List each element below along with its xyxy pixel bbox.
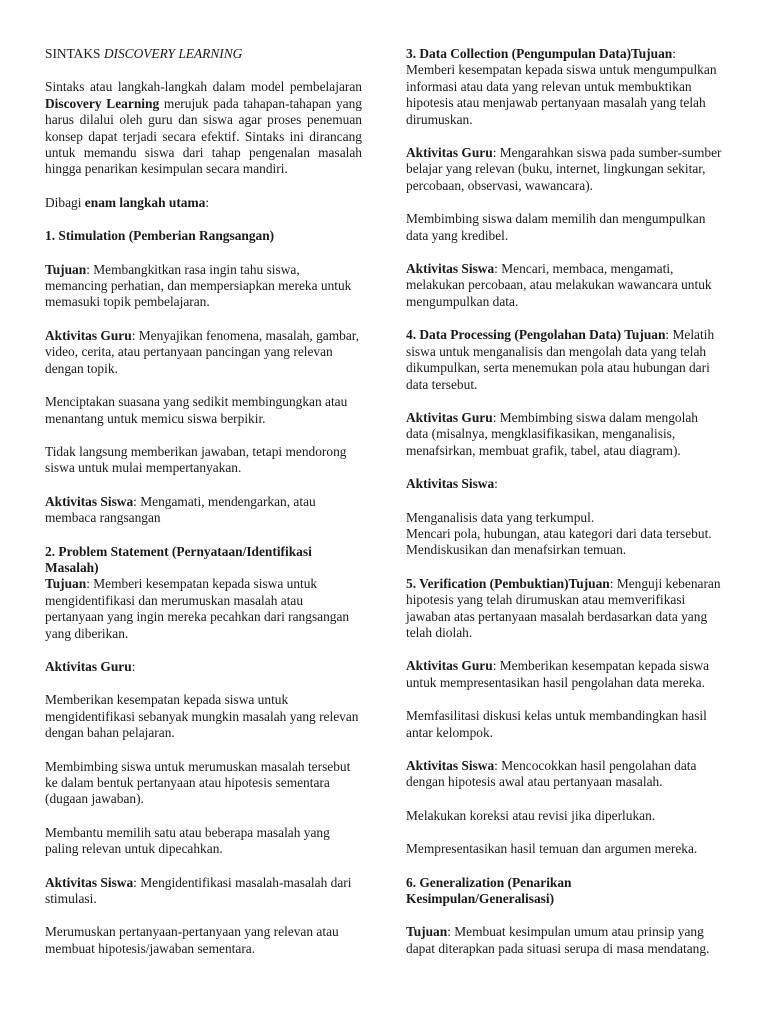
step2-paragraph-3: Membantu memilih satu atau beberapa masalah yang paling relevan untuk dipecahkan. <box>45 824 330 857</box>
step2-aktivitas-guru <box>45 659 362 675</box>
label-aktivitas-siswa: Aktivitas Siswa <box>406 476 495 492</box>
step2-tujuan <box>45 576 362 642</box>
step4-aktivitas-siswa <box>406 476 722 492</box>
step1-siswa-text: : Mengamati, mendengarkan, atau membaca rangsangan <box>45 493 316 526</box>
step2-paragraph-4: Merumuskan pertanyaan-pertanyaan yang relevan atau membuat hipotesis/jawaban sementara. <box>45 924 339 956</box>
step1-guru-text: : Menyajikan fenomena, masalah, gambar, video, cerita, atau pertanyaan pancingan yang relevan dengan topik. <box>45 327 360 376</box>
step4-list-item-2: Mencari pola, hubungan, atau kategori dari data tersebut. <box>406 525 712 541</box>
label-tujuan: Tujuan <box>45 261 87 277</box>
step4-list-item-1: Menganalisis data yang terkumpul. <box>406 509 595 525</box>
step3-siswa-text: : Mencari, membaca, mengamati, melakukan percobaan, atau melakukan wawancara untuk mengumpulkan data. <box>406 261 712 309</box>
document-title <box>45 46 362 62</box>
step3-heading-tujuan <box>406 46 722 128</box>
intro-paragraph <box>45 79 362 177</box>
divided-bold: enam langkah utama <box>84 194 206 210</box>
intro-text-post: merujuk pada tahapan-tahapan yang harus dilalui oleh guru dan siswa agar proses penemuan konsep dapat terjadi secara efektif. Sintaks ini dirancang untuk memandu siswa dari tahap pengenalan masalah hingga penarikan kesimpulan secara mandiri. <box>45 95 362 177</box>
step5-aktivitas-siswa <box>406 758 722 791</box>
divided-line <box>45 195 362 211</box>
divided-post: : <box>205 194 210 210</box>
right-column <box>406 46 722 974</box>
label-aktivitas-siswa: Aktivitas Siswa <box>406 758 495 773</box>
step1-paragraph-1: Menciptakan suasana yang sedikit membingungkan atau menantang untuk memicu siswa berpikir. <box>45 394 348 426</box>
label-aktivitas-guru: Aktivitas Guru <box>406 409 493 425</box>
step3-guru-text: : Mengarahkan siswa pada sumber-sumber belajar yang relevan (buku, internet, lingkungan sekitar, percobaan, observasi, wawancara). <box>406 145 722 193</box>
label-aktivitas-guru: Aktivitas Guru <box>45 327 132 343</box>
label-tujuan: Tujuan <box>45 576 87 592</box>
step2-tujuan-text: : Memberi kesempatan kepada siswa untuk mengidentifikasi dan merumuskan masalah atau pertanyaan yang ingin mereka pecahkan dari rangsangan yang diberikan. <box>45 576 350 641</box>
step1-tujuan-text: : Membangkitkan rasa ingin tahu siswa, memancing perhatian, dan mempersiapkan mereka untuk memasuki topik pembelajaran. <box>45 261 352 310</box>
step1-aktivitas-siswa <box>45 494 362 527</box>
step2-aktivitas-siswa <box>45 875 362 908</box>
step4-guru-text: : Membimbing siswa dalam mengolah data (misalnya, mengklasifikasikan, menganalisis, menafsirkan, membuat grafik, tabel, atau diagram). <box>406 409 698 458</box>
step5-heading-tujuan <box>406 576 722 642</box>
step4-aktivitas-guru <box>406 410 722 459</box>
step5-paragraph-1: Memfasilitasi diskusi kelas untuk membandingkan hasil antar kelompok. <box>406 708 707 740</box>
step5-siswa-text: : Mencocokkan hasil pengolahan data dengan hipotesis awal atau pertanyaan masalah. <box>406 758 697 790</box>
step4-list-item-3: Mendiskusikan dan menafsirkan temuan. <box>406 542 627 558</box>
step2-heading: 2. Problem Statement (Pernyataan/Identifikasi Masalah) <box>45 543 312 575</box>
step5-heading: 5. Verification (Pembuktian)Tujuan <box>406 575 610 591</box>
step5-guru-text: : Memberikan kesempatan kepada siswa untuk mempresentasikan hasil pengolahan data mereka. <box>406 658 710 690</box>
step4-heading-tujuan <box>406 327 722 393</box>
step4-siswa-text: : <box>494 476 498 492</box>
step4-heading: 4. Data Processing (Pengolahan Data) Tujuan <box>406 327 666 343</box>
step2-siswa-text: : Mengidentifikasi masalah-masalah dari stimulasi. <box>45 874 352 907</box>
step5-tujuan-text: : Menguji kebenaran hipotesis yang telah dirumuskan atau memverifikasi jawaban atas pertanyaan masalah berdasarkan data yang telah diolah. <box>406 575 721 640</box>
step2-paragraph-1: Memberikan kesempatan kepada siswa untuk mengidentifikasi sebanyak mungkin masalah yang relevan dengan bahan pelajaran. <box>45 692 359 741</box>
label-aktivitas-siswa: Aktivitas Siswa <box>45 493 134 509</box>
left-column <box>45 46 362 974</box>
step1-paragraph-2: Tidak langsung memberikan jawaban, tetapi mendorong siswa untuk mulai mempertanyakan. <box>45 443 347 476</box>
step6-tujuan-text: : Membuat kesimpulan umum atau prinsip yang dapat diterapkan pada situasi serupa di masa mendatang. <box>406 924 710 956</box>
step6-heading: 6. Generalization (Penarikan Kesimpulan/Generalisasi) <box>406 874 572 907</box>
step5-paragraph-3: Mempresentasikan hasil temuan dan argumen mereka. <box>406 841 698 857</box>
title-plain: SINTAKS <box>45 46 104 61</box>
step3-aktivitas-guru <box>406 145 722 194</box>
step2-paragraph-2: Membimbing siswa untuk merumuskan masalah tersebut ke dalam bentuk pertanyaan atau hipotesis sementara (dugaan jawaban). <box>45 758 351 807</box>
step2-guru-text: : <box>131 658 136 674</box>
step1-aktivitas-guru <box>45 328 362 377</box>
step3-heading: 3. Data Collection (Pengumpulan Data)Tujuan <box>406 46 673 61</box>
step6-tujuan <box>406 924 722 957</box>
divided-pre: Dibagi <box>45 194 85 210</box>
step5-aktivitas-guru <box>406 658 722 691</box>
step3-aktivitas-siswa <box>406 261 722 310</box>
intro-text-bold: Discovery Learning <box>45 95 160 111</box>
step5-paragraph-2: Melakukan koreksi atau revisi jika diperlukan. <box>406 807 656 823</box>
label-aktivitas-guru: Aktivitas Guru <box>406 145 493 161</box>
step3-tujuan-text: : Memberi kesempatan kepada siswa untuk mengumpulkan informasi atau data yang relevan untuk membuktikan hipotesis atau menjawab pertanyaan masalah yang telah dirumuskan. <box>406 46 717 127</box>
label-aktivitas-siswa: Aktivitas Siswa <box>45 874 134 890</box>
step4-list <box>406 510 722 559</box>
label-aktivitas-guru: Aktivitas Guru <box>406 658 493 674</box>
step3-paragraph-1: Membimbing siswa dalam memilih dan mengumpulkan data yang kredibel. <box>406 211 706 243</box>
label-aktivitas-siswa: Aktivitas Siswa <box>406 261 495 277</box>
step1-tujuan <box>45 262 362 311</box>
label-aktivitas-guru: Aktivitas Guru <box>45 658 132 674</box>
step1-heading: 1. Stimulation (Pemberian Rangsangan) <box>45 228 275 244</box>
intro-text-pre: Sintaks atau langkah-langkah dalam model pembelajaran <box>45 79 362 95</box>
title-italic: DISCOVERY LEARNING <box>103 46 243 61</box>
label-tujuan: Tujuan <box>406 924 448 940</box>
step4-tujuan-text: : Melatih siswa untuk menganalisis dan mengolah data yang telah dikumpulkan, serta menemukan pola atau hubungan dari data tersebut. <box>406 327 715 392</box>
